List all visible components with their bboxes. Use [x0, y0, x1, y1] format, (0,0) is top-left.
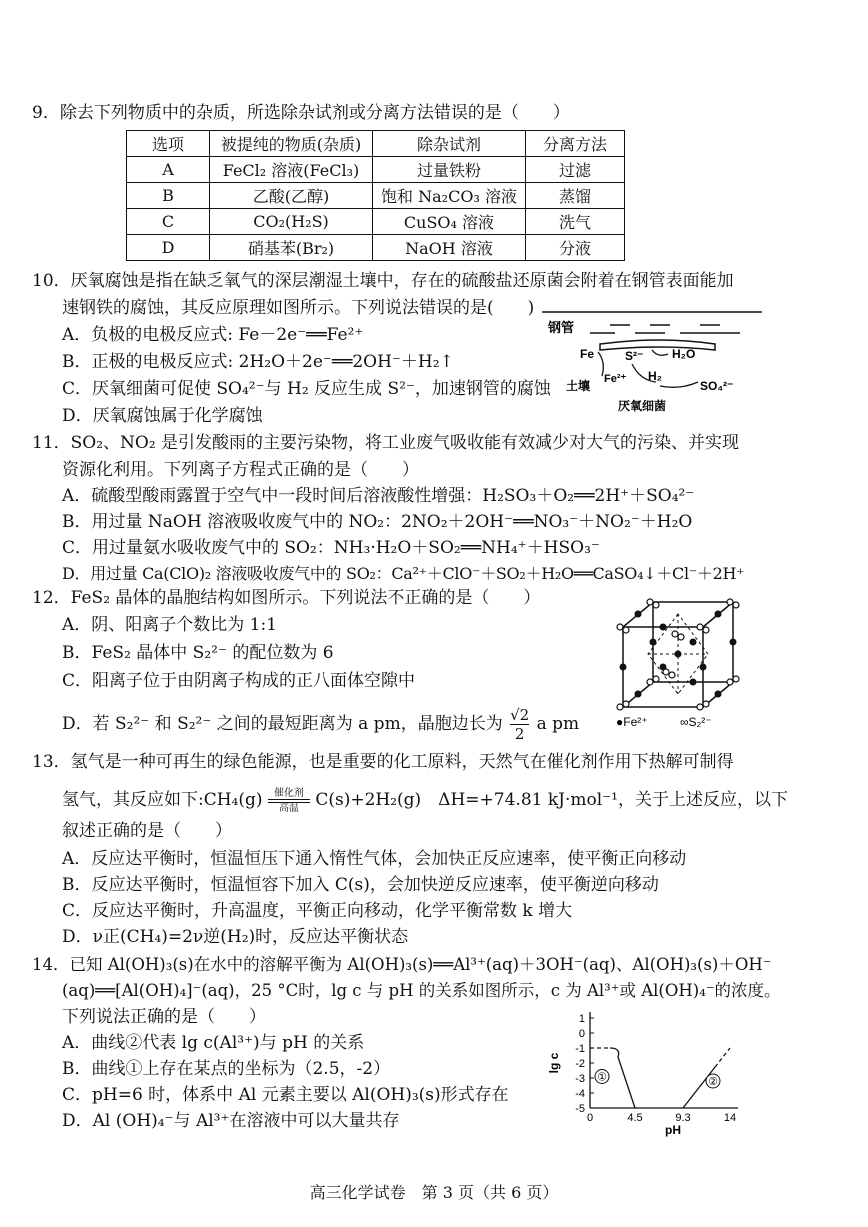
q14-stem-line1: 14．已知 Al(OH)₃(s)在水中的溶解平衡为 Al(OH)₃(s)══Al³⁺(aq)＋3OH⁻(aq)、Al(OH)₃(s)＋OH⁻: [32, 955, 772, 974]
series-2-label: ②: [708, 1076, 718, 1088]
table-cell: NaOH 溶液: [373, 235, 526, 261]
legend-s2: ∞S₂²⁻: [680, 715, 712, 729]
soil-label: 土壤: [566, 379, 591, 393]
table-cell: B: [127, 183, 210, 209]
x-tick-label: 14: [723, 1112, 737, 1124]
q10-stem-line2: 速钢铁的腐蚀，其反应原理如图所示。下列说法错误的是( ): [62, 298, 535, 318]
table-cell: 饱和 Na₂CO₃ 溶液: [373, 183, 526, 209]
q12-stem: 12．FeS₂ 晶体的晶胞结构如图所示。下列说法不正确的是（ ）: [32, 588, 541, 608]
q10-option-c: C．厌氧细菌可促使 SO₄²⁻与 H₂ 反应生成 S²⁻，加速钢管的腐蚀: [62, 379, 551, 399]
page-footer: 高三化学试卷 第 3 页（共 6 页）: [309, 1183, 559, 1202]
q12-option-d: [62, 706, 579, 743]
pipe-label: 钢管: [548, 320, 575, 335]
q11-stem-line1: 11．SO₂、NO₂ 是引发酸雨的主要污染物，将工业废气吸收能有效减少对大气的污染、并实现: [32, 433, 740, 453]
q10-option-d: D．厌氧腐蚀属于化学腐蚀: [62, 406, 263, 426]
reaction-condition-bottom: 高温: [278, 802, 299, 814]
x-tick-label: 4.5: [627, 1112, 643, 1124]
fraction-numerator: √2: [510, 706, 530, 724]
table-row: [127, 235, 625, 261]
y-tick-label: -2: [575, 1058, 585, 1070]
table-cell: A: [127, 157, 210, 183]
table-cell: D: [127, 235, 210, 261]
q12-option-c: C．阳离子位于由阴离子构成的正八面体空隙中: [62, 671, 416, 691]
q12-option-a: A．阴、阳离子个数比为 1:1: [62, 615, 278, 635]
so4-label: SO₄²⁻: [700, 379, 734, 393]
fe-label: Fe: [580, 347, 595, 361]
q13-option-c: C．反应达平衡时，升高温度，平衡正向移动，化学平衡常数 k 增大: [62, 901, 573, 921]
h2o-label: H₂O: [672, 347, 696, 361]
q12-option-b: B．FeS₂ 晶体中 S₂²⁻ 的配位数为 6: [62, 643, 334, 663]
q13-option-a: A．反应达平衡时，恒温恒压下通入惰性气体，会加快正反应速率，使平衡正向移动: [62, 849, 687, 869]
table-header: 分离方法: [526, 131, 625, 157]
lgc-ph-chart: [540, 1008, 750, 1138]
y-tick-label: -1: [575, 1043, 585, 1055]
q9-stem: 9．除去下列物质中的杂质，所选除杂试剂或分离方法错误的是（ ）: [32, 103, 570, 123]
table-header-row: [127, 131, 625, 157]
q14-option-c: C．pH=6 时，体系中 Al 元素主要以 Al(OH)₃(s)形式存在: [62, 1085, 509, 1105]
table-cell: FeCl₂ 溶液(FeCl₃): [210, 157, 373, 183]
q10-option-b: B．正极的电极反应式: 2H₂O＋2e⁻══2OH⁻＋H₂↑: [62, 352, 454, 372]
fraction-denominator: 2: [514, 725, 525, 743]
table-cell: C: [127, 209, 210, 235]
x-tick-label: 0: [586, 1112, 594, 1124]
q13-equation-right: C(s)+2H₂(g) ΔH=+74.81 kJ·mol⁻¹，关于上述反应，以下: [315, 790, 788, 810]
series-1-line: [610, 1048, 635, 1108]
x-tick-label: 9.3: [675, 1112, 691, 1124]
series-1-label: ①: [597, 1071, 607, 1084]
s2-label: S²⁻: [625, 349, 644, 363]
q13-option-b: B．反应达平衡时，恒温恒容下加入 C(s)，会加快逆反应速率，使平衡逆向移动: [62, 875, 659, 895]
table-cell: CO₂(H₂S): [210, 209, 373, 235]
table-cell: 乙酸(乙醇): [210, 183, 373, 209]
table-header: 被提纯的物质(杂质): [210, 131, 373, 157]
table-row: [127, 209, 625, 235]
q14-option-b: B．曲线①上存在某点的坐标为（2.5，-2）: [62, 1059, 391, 1079]
table-cell: 硝基苯(Br₂): [210, 235, 373, 261]
q12-option-d-unit: a pm: [536, 714, 580, 734]
table-row: [127, 183, 625, 209]
q14-option-a: A．曲线②代表 lg c(Al³⁺)与 pH 的关系: [62, 1033, 365, 1053]
x-axis-label: pH: [665, 1123, 681, 1137]
q9-table: [126, 130, 625, 261]
q14-stem-line3: 下列说法正确的是（ ）: [62, 1007, 266, 1027]
table-header: 除杂试剂: [373, 131, 526, 157]
y-axis-label: lg c: [547, 1052, 561, 1074]
table-cell: 过量铁粉: [373, 157, 526, 183]
table-cell: 过滤: [526, 157, 625, 183]
y-tick-label: -5: [575, 1103, 585, 1115]
q10-stem-line1: 10．厌氧腐蚀是指在缺乏氧气的深层潮湿土壤中，存在的硫酸盐还原菌会附着在钢管表面能加: [32, 271, 734, 291]
reaction-condition-top: 催化剂: [273, 787, 304, 799]
table-cell: 洗气: [526, 209, 625, 235]
bacteria-label: 厌氧细菌: [618, 399, 667, 413]
q14-stem-line2: (aq)══[Al(OH)₄]⁻(aq)，25 °C时，lg c 与 pH 的关系如图所示，c 为 Al³⁺或 Al(OH)₄⁻的浓度。: [62, 981, 781, 1000]
table-header: 选项: [127, 131, 210, 157]
q13-stem-line3: 叙述正确的是（ ）: [62, 821, 232, 841]
q11-stem-line2: 资源化利用。下列离子方程式正确的是（ ）: [62, 460, 419, 480]
q11-option-b: B．用过量 NaOH 溶液吸收废气中的 NO₂：2NO₂＋2OH⁻══NO₃⁻＋NO₂⁻＋H₂O: [62, 512, 693, 532]
y-tick-label: 0: [578, 1028, 585, 1040]
q10-option-a: A．负极的电极反应式: Fe－2e⁻══Fe²⁺: [62, 325, 364, 345]
table-cell: 蒸馏: [526, 183, 625, 209]
table-cell: CuSO₄ 溶液: [373, 209, 526, 235]
q11-option-d: D．用过量 Ca(ClO)₂ 溶液吸收废气中的 SO₂：Ca²⁺＋ClO⁻＋SO₂＋H₂O══CaSO₄↓＋Cl⁻＋2H⁺: [62, 564, 745, 583]
q13-equation-left: 氢气，其反应如下:CH₄(g): [62, 790, 263, 810]
y-tick-label: -3: [575, 1073, 585, 1085]
q11-option-c: C．用过量氨水吸收废气中的 SO₂：NH₃·H₂O＋SO₂══NH₄⁺＋HSO₃⁻: [62, 538, 600, 558]
q11-option-a: A．硫酸型酸雨露置于空气中一段时间后溶液酸性增强：H₂SO₃＋O₂══2H⁺＋SO₄²⁻: [62, 486, 695, 506]
corrosion-diagram: [540, 300, 765, 418]
q13-stem-line2: [62, 787, 788, 814]
q13-option-d: D．ν正(CH₄)=2ν逆(H₂)时，反应达平衡状态: [62, 927, 409, 947]
table-cell: 分液: [526, 235, 625, 261]
legend-fe: ●Fe²⁺: [616, 715, 648, 729]
q12-option-d-text: D．若 S₂²⁻ 和 S₂²⁻ 之间的最短距离为 a pm，晶胞边长为: [62, 714, 503, 734]
fe2-label: Fe²⁺: [604, 373, 627, 385]
h2-label: H₂: [648, 369, 662, 383]
q13-stem-line1: 13．氢气是一种可再生的绿色能源，也是重要的化工原料，天然气在催化剂作用下热解可制得: [32, 752, 734, 772]
series-2-dashed: [715, 1048, 730, 1067]
q14-option-d: D．Al (OH)₄⁻与 Al³⁺在溶液中可以大量共存: [62, 1111, 400, 1131]
y-tick-label: -4: [575, 1088, 585, 1100]
y-tick-label: 1: [578, 1013, 585, 1025]
table-row: [127, 157, 625, 183]
crystal-cell-diagram: [608, 592, 758, 732]
